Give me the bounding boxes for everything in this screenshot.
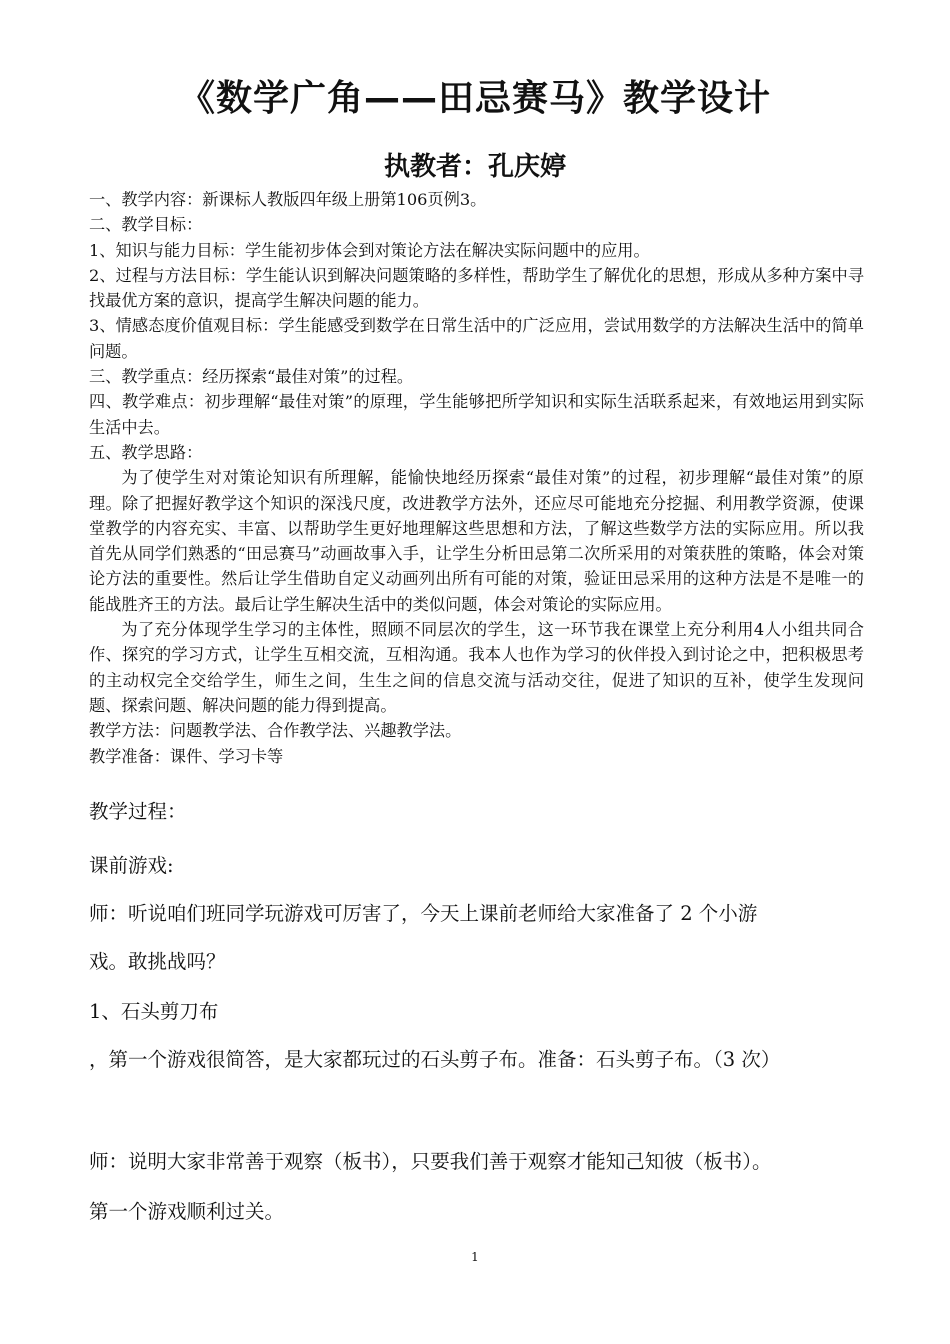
- ideas-heading: 五、教学思路：: [89, 442, 203, 462]
- process-line: ，第一个游戏很简答，是大家都玩过的石头剪子布。准备：石头剪子布。（3 次）: [89, 1048, 781, 1071]
- document-title: 《数学广角——田忌赛马》教学设计: [178, 78, 771, 119]
- process-line: 戏。敢挑战吗？: [89, 950, 226, 973]
- goal-item: 2、过程与方法目标：学生能认识到解决问题策略的多样性，帮助学生了解优化的思想，形成从多种方案中寻找最优方案的意识，提高学生解决问题的能力。: [89, 265, 864, 311]
- goal-item: 3、情感态度价值观目标：学生能感受到数学在日常生活中的广泛应用，尝试用数学的方法解决生活中的简单问题。: [89, 316, 864, 361]
- document-author: 执教者：孔庆婷: [383, 152, 566, 182]
- page-number: 1: [471, 1250, 479, 1264]
- teaching-methods: 教学方法：问题教学法、合作教学法、兴趣教学法。: [89, 721, 462, 741]
- goals-heading: 二、教学目标：: [89, 215, 203, 235]
- key-point: 三、教学重点：经历探索“最佳对策”的过程。: [89, 367, 414, 387]
- process-heading: 教学过程：: [89, 800, 187, 823]
- teaching-preparation: 教学准备：课件、学习卡等: [89, 746, 284, 766]
- lesson-plan-body: [89, 187, 864, 769]
- difficulty: 四、教学难点：初步理解“最佳对策”的原理，学生能够把所学知识和实际生活联系起来，有效地运用到实际生活中去。: [89, 392, 864, 437]
- ideas-paragraph: 为了使学生对对策论知识有所理解，能愉快地经历探索“最佳对策”的过程，初步理解“最佳对策”的原理。除了把握好教学这个知识的深浅尺度，改进教学方法外，还应尽可能地充分挖掘、利用教学资源，使课堂教学的内容充实、丰富、以帮助学生更好地理解这些思想和方法，了解这些数学方法的实际应用。所以我首先从同学们熟悉的“田忌赛马”动画故事入手，让学生分析田忌第二次所采用的对策获胜的策略，体会对策论方法的重要性。然后让学生借助自定义动画列出所有可能的对策，验证田忌采用的这种方法是不是唯一的能战胜齐王的方法。最后让学生解决生活中的类似问题，体会对策论的实际应用。: [89, 468, 864, 614]
- warmup-heading: 课前游戏:: [89, 854, 174, 877]
- process-line: 师：听说咱们班同学玩游戏可厉害了，今天上课前老师给大家准备了 2 个小游: [89, 902, 758, 925]
- process-line: 第一个游戏顺利过关。: [89, 1200, 285, 1223]
- process-line: 师：说明大家非常善于观察（板书），只要我们善于观察才能知己知彼（板书）。: [89, 1150, 772, 1173]
- goal-item: 1、知识与能力目标：学生能初步体会到对策论方法在解决实际问题中的应用。: [89, 240, 650, 260]
- ideas-paragraph: 为了充分体现学生学习的主体性，照顾不同层次的学生，这一环节我在课堂上充分利用4人小组共同合作、探究的学习方式，让学生互相交流，互相沟通。我本人也作为学习的伙伴投入到讨论之中，把积极思考的主动权完全交给学生，师生之间，生生之间的信息交流与活动交往，促进了知识的互补，使学生发现问题、探索问题、解决问题的能力得到提高。: [89, 620, 864, 715]
- game-heading: 1、石头剪刀布: [89, 1000, 219, 1023]
- teaching-content: 一、教学内容：新课标人教版四年级上册第106页例3。: [89, 190, 487, 209]
